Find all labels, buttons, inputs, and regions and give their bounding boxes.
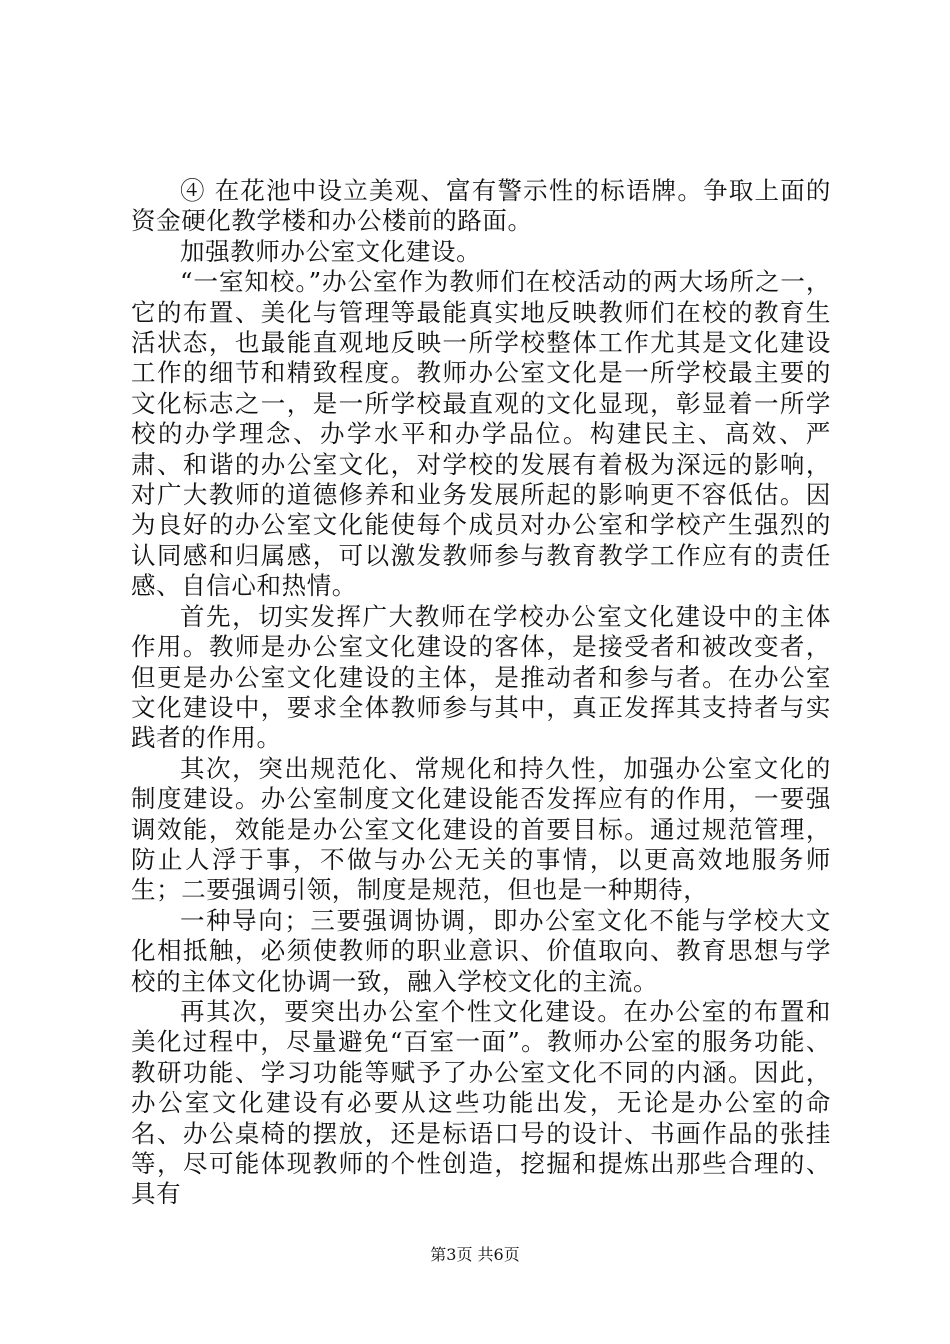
body-text	[131, 176, 831, 1210]
paragraph-5: 其次，突出规范化、常规化和持久性，加强办公室文化的制度建设。办公室制度文化建设能否发挥应有的作用，一要强调效能，效能是办公室文化建设的首要目标。通过规范管理，防止人浮于事，不做与办公无关的事情，以更高效地服务师生；二要强调引领，制度是规范，但也是一种期待，	[131, 753, 831, 905]
paragraph-1: ④ 在花池中设立美观、富有警示性的标语牌。争取上面的资金硬化教学楼和办公楼前的路面。	[131, 176, 831, 236]
paragraph-6: 一种导向；三要强调协调，即办公室文化不能与学校大文化相抵触，必须使教师的职业意识、价值取向、教育思想与学校的主体文化协调一致，融入学校文化的主流。	[131, 905, 831, 996]
paragraph-7: 再其次，要突出办公室个性文化建设。在办公室的布置和美化过程中，尽量避免“百室一面”。教师办公室的服务功能、教研功能、学习功能等赋予了办公室文化不同的内涵。因此，办公室文化建设有必要从这些功能出发，无论是办公室的命名、办公桌椅的摆放，还是标语口号的设计、书画作品的张挂等，尽可能体现教师的个性创造，挖掘和提炼出那些合理的、具有	[131, 996, 831, 1209]
paragraph-2: 加强教师办公室文化建设。	[180, 236, 482, 266]
page-number-footer: 第3页 共6页	[430, 1245, 520, 1264]
paragraph-4: 首先，切实发挥广大教师在学校办公室文化建设中的主体作用。教师是办公室文化建设的客体，是接受者和被改变者，但更是办公室文化建设的主体，是推动者和参与者。在办公室文化建设中，要求全体教师参与其中，真正发挥其支持者与实践者的作用。	[131, 601, 831, 753]
paragraph-3: “一室知校。”办公室作为教师们在校活动的两大场所之一，它的布置、美化与管理等最能真实地反映教师们在校的教育生活状态，也最能直观地反映一所学校整体工作尤其是文化建设工作的细节和精致程度。教师办公室文化是一所学校最主要的文化标志之一，是一所学校最直观的文化显现，彰显着一所学校的办学理念、办学水平和办学品位。构建民主、高效、严肃、和谐的办公室文化，对学校的发展有着极为深远的影响，对广大教师的道德修养和业务发展所起的影响更不容低估。因为良好的办公室文化能使每个成员对办公室和学校产生强烈的认同感和归属感，可以激发教师参与教育教学工作应有的责任感、自信心和热情。	[131, 267, 831, 601]
